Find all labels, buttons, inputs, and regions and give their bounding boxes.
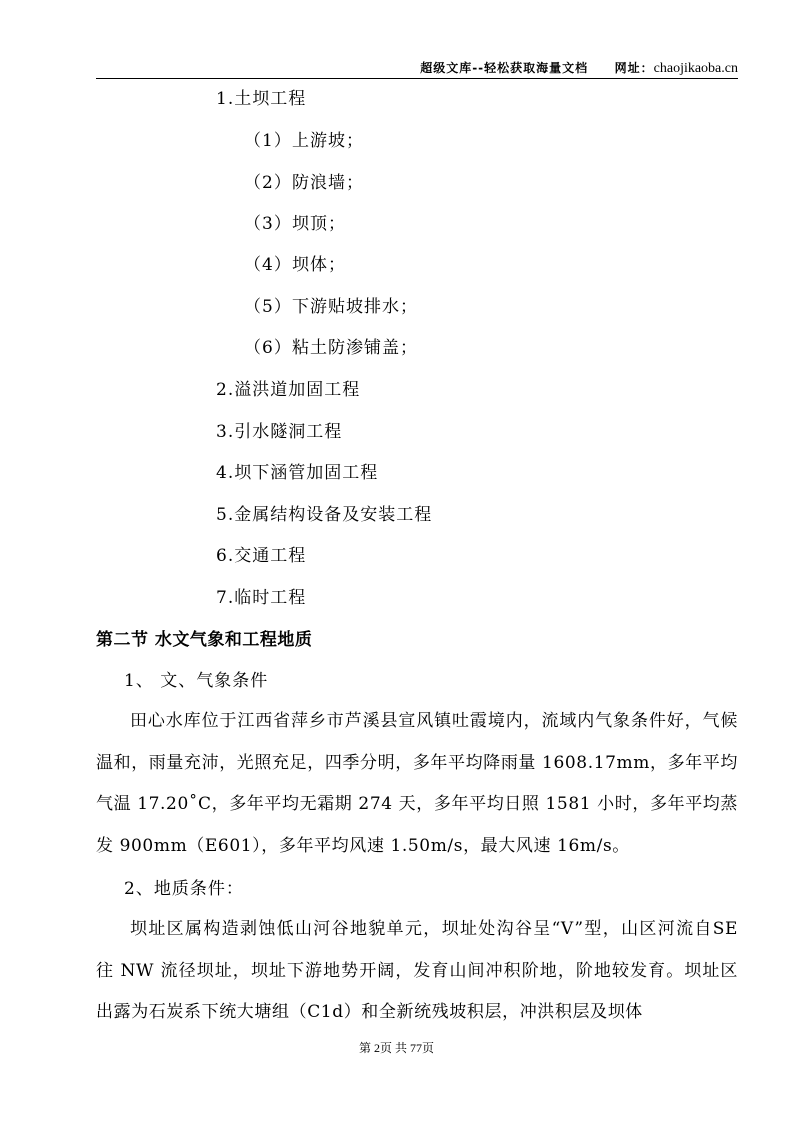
subitem-text: 粘土防渗铺盖； xyxy=(292,338,418,358)
paragraph-geology: 坝址区属构造剥蚀低山河谷地貌单元，坝址处沟谷呈“V”型，山区河流自SE 往 NW 流径坝址，坝址下游地势开阔，发育山间冲积阶地，阶地较发育。坝址区出露为石炭系下统大塘组（C1d）和全新统残坡积层，冲洪积层及坝体 xyxy=(96,919,738,1022)
outline-item-1: 1.土坝工程 xyxy=(216,89,307,109)
subsection-geology-title: 2、地质条件： xyxy=(124,879,244,899)
outline-item-5: 5.金属结构设备及安装工程 xyxy=(216,505,433,525)
outline-item-7: 7.临时工程 xyxy=(216,588,307,608)
subitem-number: （3） xyxy=(244,214,292,234)
subitem-text: 防浪墙； xyxy=(292,173,364,193)
header-url-label: 网址： xyxy=(614,61,654,75)
subitem-number: （2） xyxy=(244,173,292,193)
outline-item-2: 2.溢洪道加固工程 xyxy=(216,380,361,400)
outline-subitem-4 xyxy=(244,254,346,276)
subsection-hydro-title: 1、 文、气象条件 xyxy=(124,671,269,691)
subitem-number: （1） xyxy=(244,131,292,151)
header-site-name: 超级文库--轻松获取海量文档 xyxy=(420,61,589,75)
subitem-number: （6） xyxy=(244,338,292,358)
outline-item-3: 3.引水隧洞工程 xyxy=(216,422,343,442)
subitem-text: 上游坡； xyxy=(292,131,364,151)
page-footer: 第 2页 共 77页 xyxy=(358,1041,434,1055)
subitem-text: 坝顶； xyxy=(292,214,346,234)
section-heading: 第二节 水文气象和工程地质 xyxy=(96,630,313,650)
header-divider xyxy=(96,78,738,79)
page-header xyxy=(96,58,738,78)
header-url: chaojikaoba.cn xyxy=(653,61,738,76)
outline-subitem-6 xyxy=(244,337,418,359)
outline-item-6: 6.交通工程 xyxy=(216,546,307,566)
outline-subitem-2 xyxy=(244,172,364,194)
outline-subitem-5 xyxy=(244,296,418,318)
subitem-number: （5） xyxy=(244,297,292,317)
paragraph-hydro: 田心水库位于江西省萍乡市芦溪县宣风镇吐霞境内，流域内气象条件好，气候温和，雨量充沛，光照充足，四季分明，多年平均降雨量 1608.17mm，多年平均气温 17.20˚C，多年平均无霜期 274 天，多年平均日照 1581 小时，多年平均蒸发 900mm（E601），多年平均风速 1.50m/s，最大风速 16m/s。 xyxy=(96,711,738,856)
outline-subitem-3 xyxy=(244,213,346,235)
subitem-number: （4） xyxy=(244,255,292,275)
outline-subitem-1 xyxy=(244,130,364,152)
subitem-text: 下游贴坡排水； xyxy=(292,297,418,317)
outline-item-4: 4.坝下涵管加固工程 xyxy=(216,463,379,483)
subitem-text: 坝体； xyxy=(292,255,346,275)
